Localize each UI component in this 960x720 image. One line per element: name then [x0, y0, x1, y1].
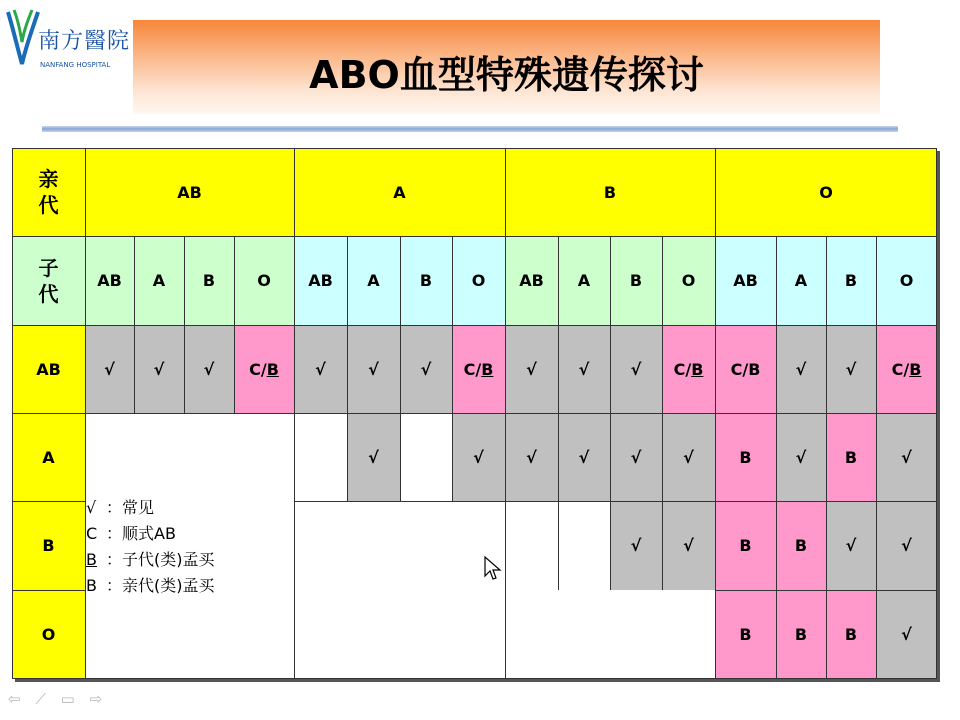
table-cell — [776, 413, 826, 501]
bombay-mark: B — [739, 536, 752, 555]
grid-line — [12, 501, 85, 502]
legend-item-common — [86, 495, 215, 521]
grid-line — [12, 413, 937, 414]
grid-line — [294, 501, 937, 502]
table-cell — [662, 325, 715, 413]
logo-chinese-name: 南方醫院 — [38, 29, 131, 54]
grid-line — [876, 236, 877, 679]
grid-line — [715, 148, 716, 679]
check-mark: √ — [368, 359, 379, 379]
slide-menu-icon[interactable]: ▭ — [60, 690, 75, 708]
grid-line — [826, 236, 827, 679]
cell-text: B — [419, 271, 433, 290]
check-mark: √ — [901, 536, 912, 555]
table-cell — [876, 590, 937, 679]
table-cell — [826, 501, 876, 590]
table-cell — [715, 501, 776, 590]
bombay-mark: B — [794, 625, 808, 644]
child-type-header — [505, 236, 558, 325]
table-cell — [505, 413, 558, 501]
child-type-header — [776, 236, 826, 325]
check-mark: √ — [315, 359, 326, 379]
cell-text: O — [819, 182, 833, 202]
table-cell — [610, 501, 662, 590]
child-type-header — [610, 236, 662, 325]
check-mark: √ — [578, 359, 590, 379]
check-mark: √ — [845, 359, 857, 379]
cell-text: A — [393, 182, 406, 202]
table-cell — [610, 325, 662, 413]
cell-text: B — [629, 271, 643, 290]
cell-text: B — [202, 271, 216, 290]
cell-text: AB — [733, 271, 758, 290]
cis-ab-mark: C/ — [463, 359, 482, 379]
row-label — [12, 325, 85, 413]
parent-type-header — [505, 148, 715, 236]
table-cell — [558, 413, 610, 501]
table-cell — [505, 501, 558, 590]
child-type-header — [715, 236, 776, 325]
child-type-header — [85, 236, 134, 325]
child-type-header — [826, 236, 876, 325]
bombay-mark: B — [909, 359, 922, 379]
logo-english-name: NANFANG HOSPITAL — [40, 61, 111, 69]
title-divider — [42, 126, 898, 132]
parent-type-header — [715, 148, 937, 236]
cis-ab-mark: C/ — [673, 359, 692, 379]
table-cell — [826, 413, 876, 501]
bombay-mark: B — [739, 447, 752, 467]
table-cell — [347, 325, 400, 413]
table-cell — [776, 590, 826, 679]
cell-text: AB — [519, 271, 544, 290]
check-mark: √ — [683, 447, 694, 467]
legend-item-parent-bombay — [86, 573, 215, 599]
table-cell — [662, 413, 715, 501]
table-cell — [876, 325, 937, 413]
grid-line — [505, 148, 506, 679]
child-type-header — [662, 236, 715, 325]
table-cell — [558, 325, 610, 413]
check-mark: √ — [578, 447, 590, 467]
cis-ab-mark: C/ — [249, 359, 267, 379]
table-cell — [558, 501, 610, 590]
legend-item-child-bombay — [86, 547, 215, 573]
table-cell — [347, 413, 400, 501]
row-label — [12, 501, 85, 590]
grid-line — [347, 236, 348, 501]
legend-key: C — [86, 524, 98, 543]
grid-line — [12, 678, 937, 679]
grid-line — [662, 236, 663, 590]
bombay-mark: B — [844, 625, 858, 644]
table-cell — [662, 501, 715, 590]
bombay-mark: B — [748, 359, 761, 379]
table-cell — [234, 325, 294, 413]
check-mark: √ — [901, 625, 912, 644]
cell-text: O — [41, 625, 56, 644]
grid-line — [776, 236, 777, 679]
table-cell — [776, 325, 826, 413]
legend-key: B — [86, 576, 97, 595]
page-title: ABO血型特殊遗传探讨 — [309, 53, 704, 97]
bombay-mark: B — [691, 359, 704, 379]
table-cell — [294, 325, 347, 413]
legend-text: ：常见 — [106, 498, 155, 517]
bombay-mark: B — [266, 359, 279, 379]
child-type-header — [400, 236, 452, 325]
check-mark: √ — [203, 359, 215, 379]
legend-item-cis-ab — [86, 521, 215, 547]
table-cell — [452, 413, 505, 501]
table-cell — [826, 590, 876, 679]
child-type-header — [234, 236, 294, 325]
check-mark: √ — [368, 447, 379, 467]
check-mark: √ — [630, 447, 642, 467]
cell-text: A — [367, 271, 380, 290]
bombay-mark: B — [794, 536, 808, 555]
check-mark: √ — [901, 447, 912, 467]
grid-line — [558, 236, 559, 590]
check-mark: √ — [795, 359, 807, 379]
blood-type-table — [12, 148, 937, 679]
table-cell — [505, 325, 558, 413]
check-mark: √ — [473, 447, 484, 467]
grid-line — [12, 590, 85, 591]
child-type-header — [558, 236, 610, 325]
grid-line — [294, 148, 295, 679]
legend-key: B — [86, 550, 97, 569]
child-type-header — [876, 236, 937, 325]
grid-line — [184, 236, 185, 413]
check-mark: √ — [153, 359, 165, 379]
cell-text: A — [152, 271, 166, 290]
cell-text: AB — [36, 359, 61, 379]
table-cell — [876, 413, 937, 501]
pen-tool-icon[interactable]: ⟋ — [35, 690, 46, 708]
cell-text: O — [471, 271, 486, 290]
grid-line — [12, 325, 937, 326]
parent-type-header — [294, 148, 505, 236]
hospital-logo-icon — [4, 6, 40, 66]
cell-text: A — [794, 271, 808, 290]
check-mark: √ — [104, 359, 115, 379]
next-slide-icon[interactable]: ⇨ — [89, 690, 103, 708]
table-cell — [184, 325, 234, 413]
table-cell — [715, 413, 776, 501]
cis-ab-mark: C/ — [730, 359, 749, 379]
cell-text: O — [681, 271, 696, 290]
child-type-header — [184, 236, 234, 325]
grid-line — [452, 236, 453, 501]
previous-slide-icon[interactable]: ⇦ — [8, 690, 21, 708]
table-cell — [776, 501, 826, 590]
bombay-mark: B — [844, 447, 858, 467]
grid-line — [610, 236, 611, 590]
check-mark: √ — [795, 447, 807, 467]
grid-line — [12, 236, 937, 237]
table-cell — [85, 325, 134, 413]
row-label — [12, 590, 85, 679]
table-cell — [400, 325, 452, 413]
child-type-header — [294, 236, 347, 325]
cell-text: B — [844, 271, 858, 290]
empty-area — [505, 590, 715, 679]
cell-text: B — [42, 536, 55, 555]
table-cell — [826, 325, 876, 413]
grid-line — [12, 148, 937, 149]
bombay-mark: B — [481, 359, 494, 379]
table-cell — [610, 413, 662, 501]
check-mark: √ — [526, 447, 537, 467]
child-header-label — [12, 236, 85, 325]
slide-navigation — [8, 690, 112, 708]
grid-line — [400, 236, 401, 501]
check-mark: √ — [845, 536, 857, 555]
cell-text: AB — [177, 182, 202, 202]
legend — [86, 495, 215, 599]
check-mark: √ — [683, 536, 694, 555]
cell-text: AB — [308, 271, 333, 290]
table-cell — [715, 590, 776, 679]
check-mark: √ — [526, 359, 537, 379]
grid-line — [85, 148, 86, 679]
parent-header-label — [12, 148, 85, 236]
cis-ab-mark: C/ — [891, 359, 910, 379]
cell-text: A — [577, 271, 591, 290]
table-cell — [452, 325, 505, 413]
cell-text: 子代 — [38, 255, 59, 306]
table-cell — [294, 413, 347, 501]
child-type-header — [347, 236, 400, 325]
child-type-header — [452, 236, 505, 325]
legend-key: √ — [86, 498, 97, 517]
mouse-cursor-icon — [484, 556, 502, 582]
check-mark: √ — [630, 359, 642, 379]
legend-text: ：顺式AB — [106, 524, 176, 543]
bombay-mark: B — [739, 625, 752, 644]
legend-text: ：亲代(类)孟买 — [106, 576, 215, 595]
cell-text: AB — [97, 271, 122, 290]
cell-text: O — [257, 271, 271, 290]
table-cell — [400, 413, 452, 501]
hospital-logo — [0, 0, 131, 74]
cell-text: A — [42, 447, 55, 467]
table-cell — [715, 325, 776, 413]
check-mark: √ — [420, 359, 432, 379]
empty-area — [294, 501, 505, 679]
check-mark: √ — [630, 536, 642, 555]
legend-text: ：子代(类)孟买 — [106, 550, 215, 569]
grid-line — [134, 236, 135, 413]
table-cell — [876, 501, 937, 590]
grid-line — [234, 236, 235, 413]
cell-text: 亲代 — [38, 167, 59, 217]
table-cell — [134, 325, 184, 413]
cell-text: O — [899, 271, 914, 290]
child-type-header — [134, 236, 184, 325]
parent-type-header — [85, 148, 294, 236]
cell-text: B — [603, 182, 617, 202]
row-label — [12, 413, 85, 501]
